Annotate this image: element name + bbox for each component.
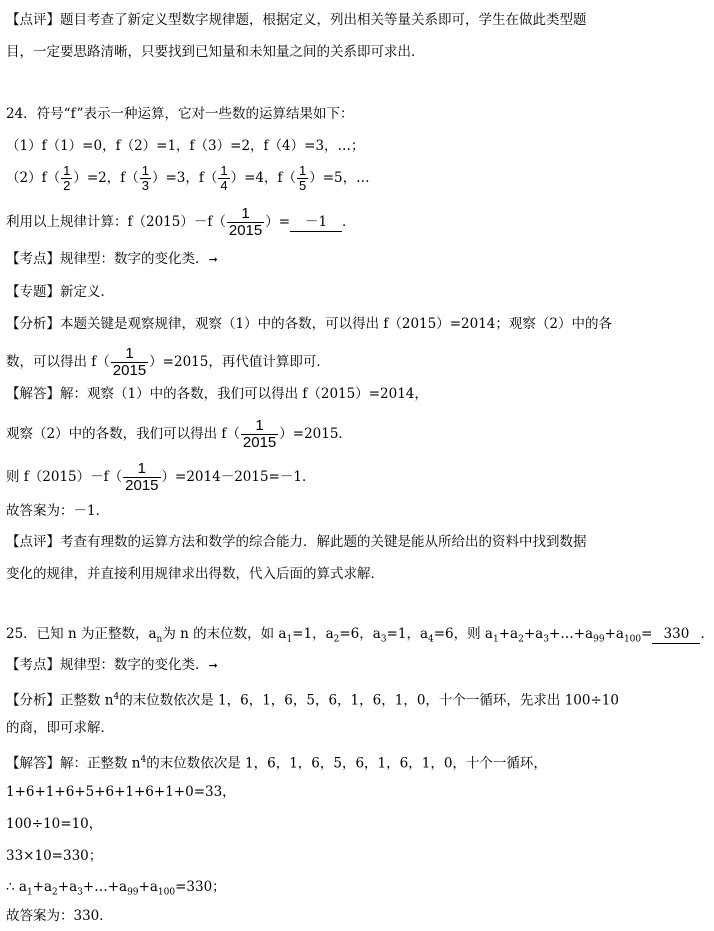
text: =	[641, 626, 653, 642]
text: 的末位数依次是 1，6，1，6，5，6，1，6，1，0，十个一循环，	[146, 755, 547, 772]
fraction-1-3	[140, 164, 151, 193]
q24-jieda-line-1: 【解答】解：观察（1）中的各数，我们可以得出 f（2015）=2014，	[6, 386, 428, 402]
denominator: 2	[63, 178, 71, 193]
fraction-1-2015	[111, 346, 148, 379]
q25-fenxi-line-2: 的商，即可求解．	[6, 720, 114, 736]
numerator: 1	[141, 163, 149, 178]
text: +…+a	[548, 626, 594, 642]
numerator: 1	[63, 163, 71, 178]
q24-line-3	[6, 206, 356, 239]
text: +…+a	[82, 879, 128, 895]
comment-line-2: 目，一定要思路清晰，只要找到已知量和未知量之间的关系即可求出．	[6, 44, 425, 60]
q25-answer-line: 故答案为：330．	[6, 908, 113, 924]
text: 数，可以得出 f（	[6, 354, 110, 370]
text: +a	[138, 879, 158, 895]
q25-jieda-line-1	[6, 751, 547, 773]
subscript: 2	[333, 634, 340, 645]
subscript: 1	[286, 634, 293, 645]
text: 【分析】正整数 n	[6, 692, 114, 709]
denominator: 2015	[125, 477, 159, 494]
subscript: 1	[492, 634, 499, 645]
subscript: 99	[127, 887, 139, 898]
q24-jieda-line-2	[6, 418, 352, 451]
q24-line-1: （1）f（1）=0，f（2）=1，f（3）=2，f（4）=3，…；	[6, 138, 365, 154]
text: 为 n 的末位数，如 a	[162, 626, 287, 642]
subscript: 100	[157, 887, 176, 898]
text: +a	[32, 879, 53, 895]
text: 则 f（2015）－f（	[6, 469, 123, 485]
text: ）=2015．	[279, 426, 352, 442]
text: =6，则 a	[433, 626, 493, 642]
fraction-1-2	[61, 164, 72, 193]
text: ）=3，f（	[151, 170, 218, 186]
fraction-1-5	[297, 164, 308, 193]
subscript: 100	[623, 634, 642, 645]
subscript: 1	[26, 887, 33, 898]
denominator: 2015	[228, 222, 263, 239]
text: 【考点】规律型：数字的变化类．	[6, 251, 209, 267]
therefore-symbol: ∴	[6, 879, 15, 895]
q24-answer-line: 故答案为：－1．	[6, 503, 110, 519]
subscript: 3	[543, 634, 549, 645]
fraction-1-2015	[241, 418, 278, 451]
numerator: 1	[220, 163, 228, 178]
text: ．	[342, 214, 356, 230]
q24-fenxi-line-1: 【分析】本题关键是观察规律，观察（1）中的各数，可以得出 f（2015）=2014；观察（2）中的各	[6, 316, 612, 332]
denominator: 3	[141, 178, 149, 193]
denominator: 2015	[112, 362, 147, 379]
comment-line-1: 【点评】题目考查了新定义型数字规律题，根据定义，列出相关等量关系即可，学生在做此类型题	[6, 12, 587, 28]
text: ）=2015，再代值计算即可．	[149, 354, 330, 370]
text: 【考点】规律型：数字的变化类．	[6, 657, 209, 673]
q25-calc-2: 100÷10=10，	[6, 816, 103, 832]
subscript: 2	[518, 634, 524, 645]
text: =330；	[175, 879, 226, 895]
subscript: 3	[380, 634, 387, 645]
text: ）=4，f（	[230, 170, 297, 186]
numerator: 1	[227, 206, 264, 223]
superscript: 4	[140, 755, 147, 765]
text: 【解答】解：正整数 n	[6, 755, 141, 772]
fraction-1-2015	[227, 206, 264, 239]
fraction-1-2015	[123, 461, 160, 494]
text: =6，a	[339, 626, 381, 642]
q24-title: 24．符号“f”表示一种运算，它对一些数的运算结果如下：	[6, 106, 354, 122]
q25-calc-1: 1+6+1+6+5+6+1+6+1+0=33，	[6, 784, 236, 800]
answer-blank: －1	[290, 213, 342, 232]
text: =1，a	[292, 626, 334, 642]
numerator: 1	[299, 163, 307, 178]
text: （2）f（	[6, 170, 61, 186]
subscript: 4	[428, 634, 434, 645]
text: a	[14, 879, 27, 895]
q25-fenxi-line-1	[6, 688, 619, 710]
text: ）=2，f（	[73, 170, 139, 186]
numerator: 1	[111, 346, 148, 363]
denominator: 4	[220, 178, 228, 193]
text: +a	[523, 626, 544, 642]
subscript: 2	[52, 887, 58, 898]
subscript: n	[156, 634, 163, 645]
q24-kaodian	[6, 250, 218, 269]
q25-kaodian	[6, 656, 218, 675]
q24-line-2	[6, 164, 370, 193]
superscript: 4	[113, 692, 120, 702]
q24-zhuanti: 【专题】新定义．	[6, 284, 114, 300]
subscript: 3	[77, 887, 83, 898]
denominator: 2015	[242, 434, 277, 451]
arrow-icon: ➞	[208, 253, 218, 266]
text: ．	[700, 626, 714, 642]
text: ）=2014－2015=－1．	[161, 469, 316, 485]
numerator: 1	[123, 461, 160, 478]
text: +a	[498, 626, 519, 642]
text: +a	[57, 879, 78, 895]
text: 25．已知 n 为正整数，a	[6, 626, 157, 642]
q25-calc-3: 33×10=330；	[6, 848, 103, 864]
text: +a	[604, 626, 624, 642]
q24-fenxi-line-2	[6, 346, 330, 379]
arrow-icon: ➞	[208, 659, 218, 672]
subscript: 99	[593, 634, 605, 645]
q25-sum-line	[6, 878, 226, 902]
text: =1，a	[386, 626, 428, 642]
answer-blank: 330	[652, 625, 700, 644]
q25-title	[6, 625, 714, 649]
text: 观察（2）中的各数，我们可以得出 f（	[6, 426, 240, 442]
q24-dianping-line-2: 变化的规律，并直接利用规律求出得数，代入后面的算式求解．	[6, 566, 384, 582]
denominator: 5	[299, 178, 307, 193]
text: ）=5，…	[309, 170, 370, 186]
text: ）=	[265, 214, 291, 230]
q24-jieda-line-3	[6, 461, 315, 494]
numerator: 1	[241, 418, 278, 435]
fraction-1-4	[218, 164, 229, 193]
text: 的末位数依次是 1，6，1，6，5，6，1，6，1，0，十个一循环，先求出 100÷10	[119, 692, 619, 709]
text: 利用以上规律计算：f（2015）－f（	[6, 214, 226, 230]
q24-dianping-line-1: 【点评】考查有理数的运算方法和数学的综合能力．解此题的关键是能从所给出的资料中找到数据	[6, 534, 587, 550]
